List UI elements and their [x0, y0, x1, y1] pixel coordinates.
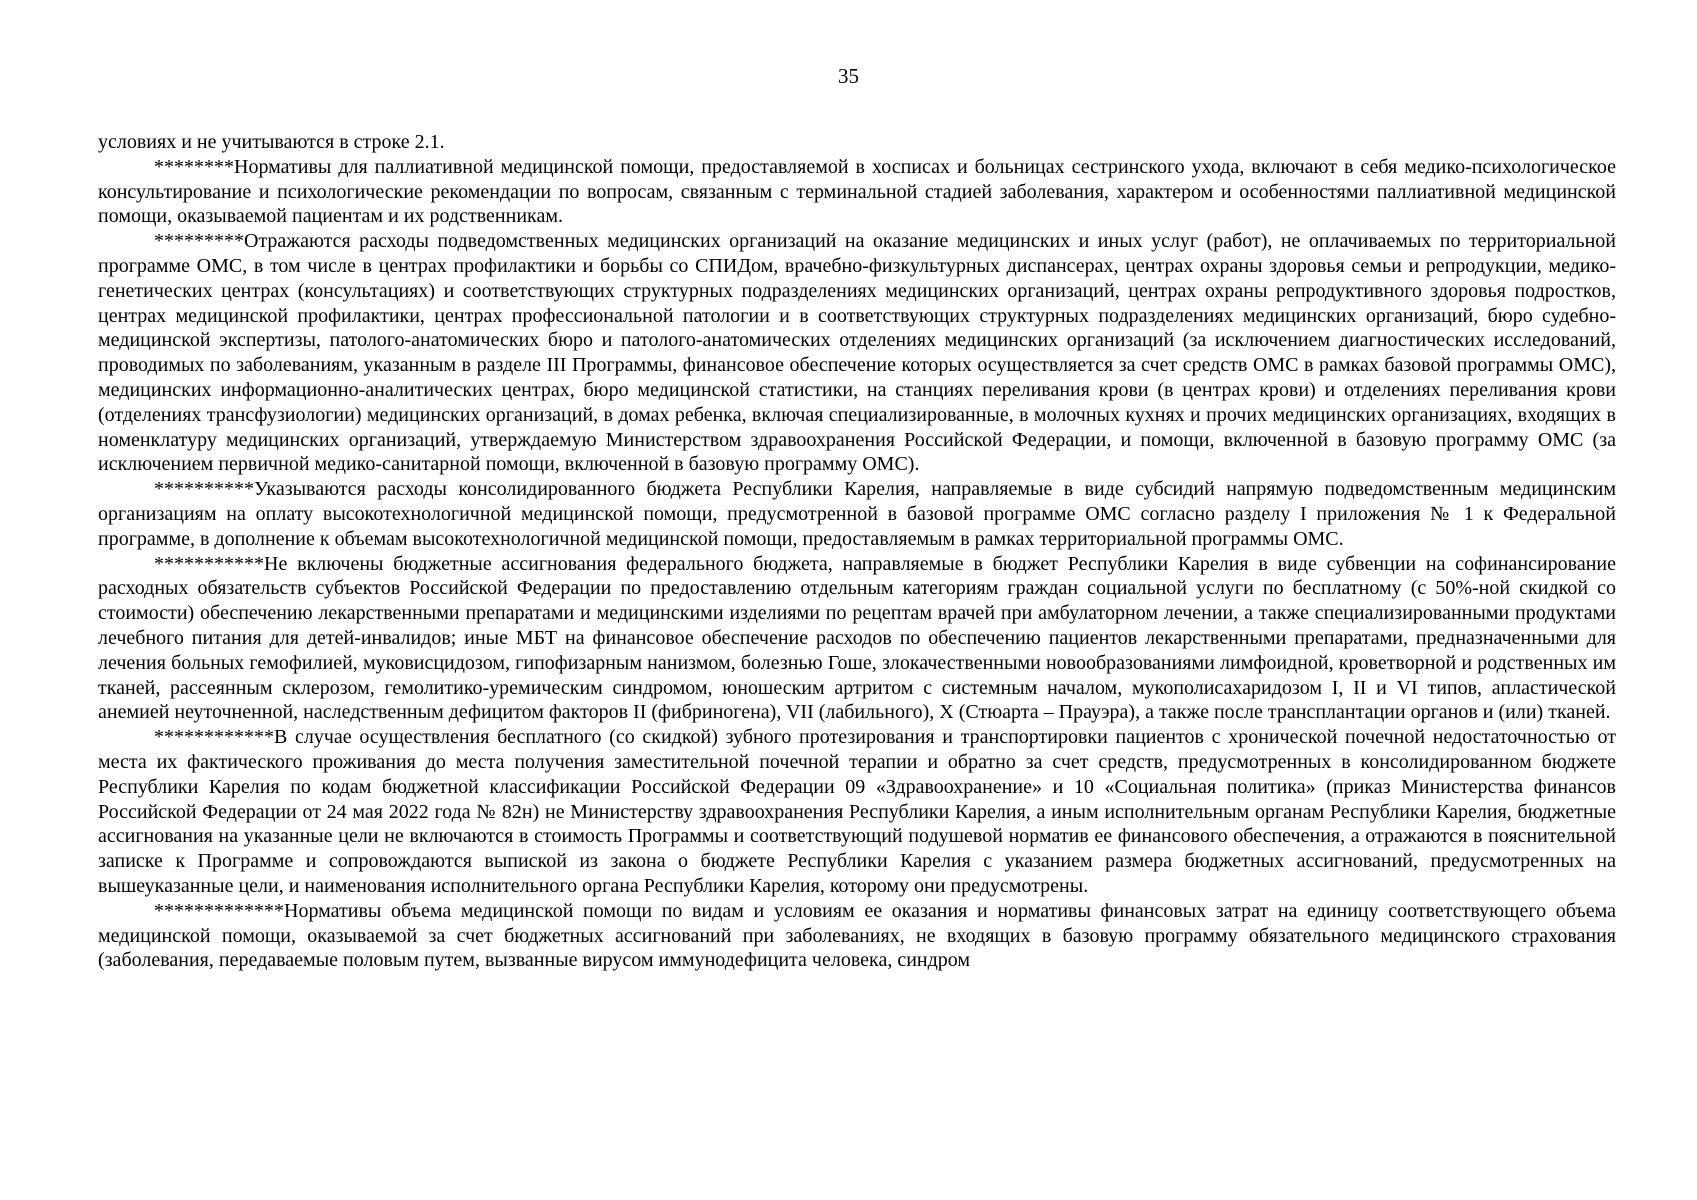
footnote-subordinate-organizations-expenses: *********Отражаются расходы подведомственных медицинских организаций на оказание медицинских и иных услуг (работ), не оплачиваемых по территориальной программе ОМС, в том числе в центрах профилактики и борьбы со СПИДом, врачебно-физкультурных диспансерах, центрах охраны здоровья семьи и репродукции, медико-генетических центрах (консультациях) и соответствующих структурных подразделениях медицинских организаций, центрах охраны репродуктивного здоровья подростков, центрах медицинской профилактики, центрах профессиональной патологии и в соответствующих структурных подразделениях медицинских организаций, бюро судебно-медицинской экспертизы, патолого-анатомических бюро и патолого-анатомических отделениях медицинских организаций (за исключением диагностических исследований, проводимых по заболеваниям, указанным в разделе III Программы, финансовое обеспечение которых осуществляется за счет средств ОМС в рамках базовой программы ОМС), медицинских информационно-аналитических центрах, бюро медицинской статистики, на станциях переливания крови (в центрах крови) и отделениях переливания крови (отделениях трансфузиологии) медицинских организаций, в домах ребенка, включая специализированные, в молочных кухнях и прочих медицинских организациях, входящих в номенклатуру медицинских организаций, утверждаемую Министерством здравоохранения Российской Федерации, и помощи, включенной в базовую программу ОМС (за исключением первичной медико-санитарной помощи, включенной в базовую программу ОМС). [98, 230, 1616, 476]
footnote-dental-prosthetics-transport: ************В случае осуществления бесплатного (со скидкой) зубного протезирования и транспортировки пациентов с хронической почечной недостаточностью от места их фактического проживания до места получения заместительной почечной терапии и обратно за счет средств, предусмотренных в консолидированном бюджете Республики Карелия по кодам бюджетной классификации Российской Федерации 09 «Здравоохранение» и 10 «Социальная политика» (приказ Министерства финансов Российской Федерации от 24 мая 2022 года № 82н) не Министерству здравоохранения Республики Карелия, а иным исполнительным органам Республики Карелия, бюджетные ассигнования на указанные цели не включаются в стоимость Программы и соответствующий подушевой норматив ее финансового обеспечения, а отражаются в пояснительной записке к Программе и сопровождаются выпиской из закона о бюджете Республики Карелия с указанием размера бюджетных ассигнований, предусмотренных на вышеуказанные цели, и наименования исполнительного органа Республики Карелия, которому они предусмотрены. [98, 726, 1616, 897]
footnote-federal-budget-allocations: ***********Не включены бюджетные ассигнования федерального бюджета, направляемые в бюджет Республики Карелия в виде субвенции на софинансирование расходных обязательств субъектов Российской Федерации по предоставлению отдельным категориям граждан социальной услуги по бесплатному (с 50%-ной скидкой со стоимости) обеспечению лекарственными препаратами и медицинскими изделиями по рецептам врачей при амбулаторном лечении, а также специализированными продуктами лечебного питания для детей-инвалидов; иные МБТ на финансовое обеспечение расходов по обеспечению пациентов лекарственными препаратами, предназначенными для лечения больных гемофилией, муковисцидозом, гипофизарным нанизмом, болезнью Гоше, злокачественными новообразованиями лимфоидной, кроветворной и родственных им тканей, рассеянным склерозом, гемолитико-уремическим синдромом, юношеским артритом с системным началом, мукополисахаридозом I, II и VI типов, апластической анемией неуточненной, наследственным дефицитом факторов II (фибриногена), VII (лабильного), X (Стюарта – Прауэра), а также после трансплантации органов и (или) тканей. [98, 552, 1616, 724]
page-number: 35 [838, 64, 859, 88]
footnote-volume-norms: *************Нормативы объема медицинской помощи по видам и условиям ее оказания и нормативы финансовых затрат на единицу соответствующего объема медицинской помощи, оказываемой за счет бюджетных ассигнований при заболеваниях, не входящих в базовую программу обязательного медицинского страхования (заболевания, передаваемые половым путем, вызванные вирусом иммунодефицита человека, синдром [98, 899, 1616, 972]
footnote-high-tech-care-subsidies: **********Указываются расходы консолидированного бюджета Республики Карелия, направляемые в виде субсидий напрямую подведомственным медицинским организациям на оплату высокотехнологичной медицинской помощи, предусмотренной в базовой программе ОМС согласно разделу I приложения № 1 к Федеральной программе, в дополнение к объемам высокотехнологичной медицинской помощи, предоставляемым в рамках территориальной программы ОМС. [98, 478, 1616, 550]
footnote-palliative-norms: ********Нормативы для паллиативной медицинской помощи, предоставляемой в хосписах и больницах сестринского ухода, включают в себя медико-психологическое консультирование и психологические рекомендации по вопросам, связанным с терминальной стадией заболевания, характером и особенностями паллиативной медицинской помощи, оказываемой пациентам и их родственникам. [98, 155, 1616, 228]
paragraph-continuation: условиях и не учитываются в строке 2.1. [98, 131, 445, 153]
document-body [98, 130, 1616, 973]
